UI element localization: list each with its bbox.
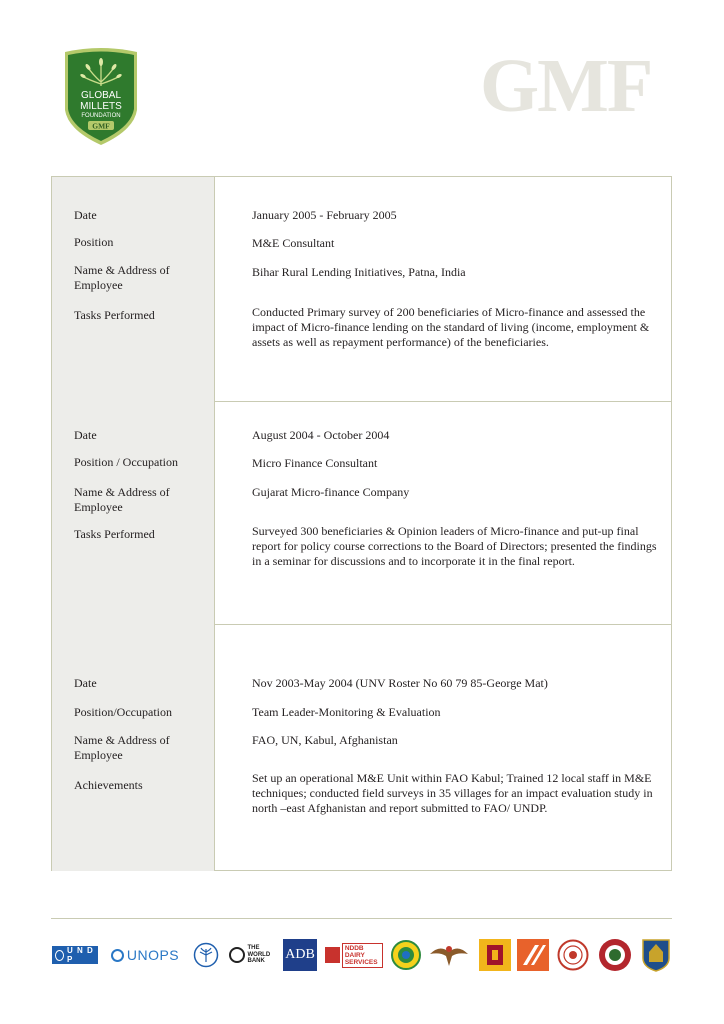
tasks-label: Tasks Performed	[74, 308, 155, 322]
globe-icon	[229, 947, 245, 963]
adb-logo: ADB	[283, 938, 317, 972]
date-value: January 2005 - February 2005	[252, 208, 397, 222]
gmf-logo	[62, 46, 140, 146]
entry-block	[52, 624, 671, 871]
tasks-value: Surveyed 300 beneficiaries & Opinion leaders of Micro-finance and put-up final report for policy course corrections to the Board of Directors; presented the findings in a seminar for discussions and to incorporate it in the final report.	[252, 524, 657, 568]
position-label: Position / Occupation	[74, 455, 178, 469]
svg-text:GLOBAL: GLOBAL	[80, 90, 122, 101]
un-emblem-icon	[111, 949, 124, 962]
world-bank-logo: THE WORLD BANK	[226, 938, 278, 972]
entry-block	[52, 401, 671, 625]
unops-logo: UNOPS	[104, 938, 186, 972]
footer-divider	[51, 918, 672, 919]
date-value: Nov 2003-May 2004 (UNV Roster No 60 79 85-George Mat)	[252, 676, 548, 690]
date-label: Date	[74, 428, 97, 442]
tasks-label: Tasks Performed	[74, 527, 155, 541]
png-emblem-logo	[428, 938, 470, 972]
employer-label: Name & Address of Employee	[74, 485, 170, 514]
achievements-label: Achievements	[74, 778, 143, 792]
rwanda-seal-logo	[391, 938, 421, 972]
gmf-watermark: GMF	[480, 44, 652, 128]
position-value: Team Leader-Monitoring & Evaluation	[252, 705, 441, 719]
entry-block	[52, 177, 671, 402]
position-label: Position/Occupation	[74, 705, 172, 719]
svg-text:MILLETS: MILLETS	[80, 101, 122, 112]
circular-seal-logo	[556, 938, 590, 972]
seal-icon	[598, 938, 632, 972]
seal-icon	[391, 940, 421, 970]
fao-emblem-icon	[193, 942, 219, 968]
nddb-emblem-icon	[325, 947, 340, 963]
date-value: August 2004 - October 2004	[252, 428, 390, 442]
svg-text:FOUNDATION: FOUNDATION	[81, 113, 121, 119]
date-label: Date	[74, 208, 97, 222]
baroda-emblem-icon	[517, 939, 549, 971]
employer-value: FAO, UN, Kabul, Afghanistan	[252, 733, 398, 747]
shield-emblem-logo	[640, 938, 672, 972]
pnb-logo	[478, 938, 512, 972]
red-seal-logo	[598, 938, 632, 972]
svg-text:GMF: GMF	[92, 121, 110, 131]
pnb-emblem-icon	[479, 939, 511, 971]
employer-value: Gujarat Micro-finance Company	[252, 485, 410, 499]
position-value: Micro Finance Consultant	[252, 456, 378, 470]
position-label: Position	[74, 235, 114, 249]
employer-label: Name & Address of Employee	[74, 733, 170, 762]
bank-of-baroda-logo	[516, 938, 550, 972]
employer-label: Name & Address of Employee	[74, 263, 170, 292]
employer-value: Bihar Rural Lending Initiatives, Patna, India	[252, 265, 466, 279]
nddb-logo: NDDB DAIRY SERVICES	[325, 938, 383, 972]
tasks-value: Conducted Primary survey of 200 beneficiaries of Micro-finance and assessed the impact of Micro-finance lending on the standard of living (income, employment & assets as well as repayment performance) of the beneficiaries.	[252, 305, 650, 349]
fao-logo	[192, 938, 220, 972]
achievements-value: Set up an operational M&E Unit within FAO Kabul; Trained 12 local staff in M&E techniques; conducted field surveys in 35 villages for an impact evaluation study in north –east Afghanistan and report submitted to FAO/ UNDP.	[252, 771, 653, 815]
shield-icon	[641, 938, 671, 972]
experience-table	[51, 176, 672, 871]
bird-emblem-icon	[428, 940, 470, 970]
un-emblem-icon	[55, 950, 64, 961]
position-value: M&E Consultant	[252, 236, 335, 250]
undp-logo: U N D P	[52, 938, 98, 972]
seal-icon	[557, 939, 589, 971]
date-label: Date	[74, 676, 97, 690]
